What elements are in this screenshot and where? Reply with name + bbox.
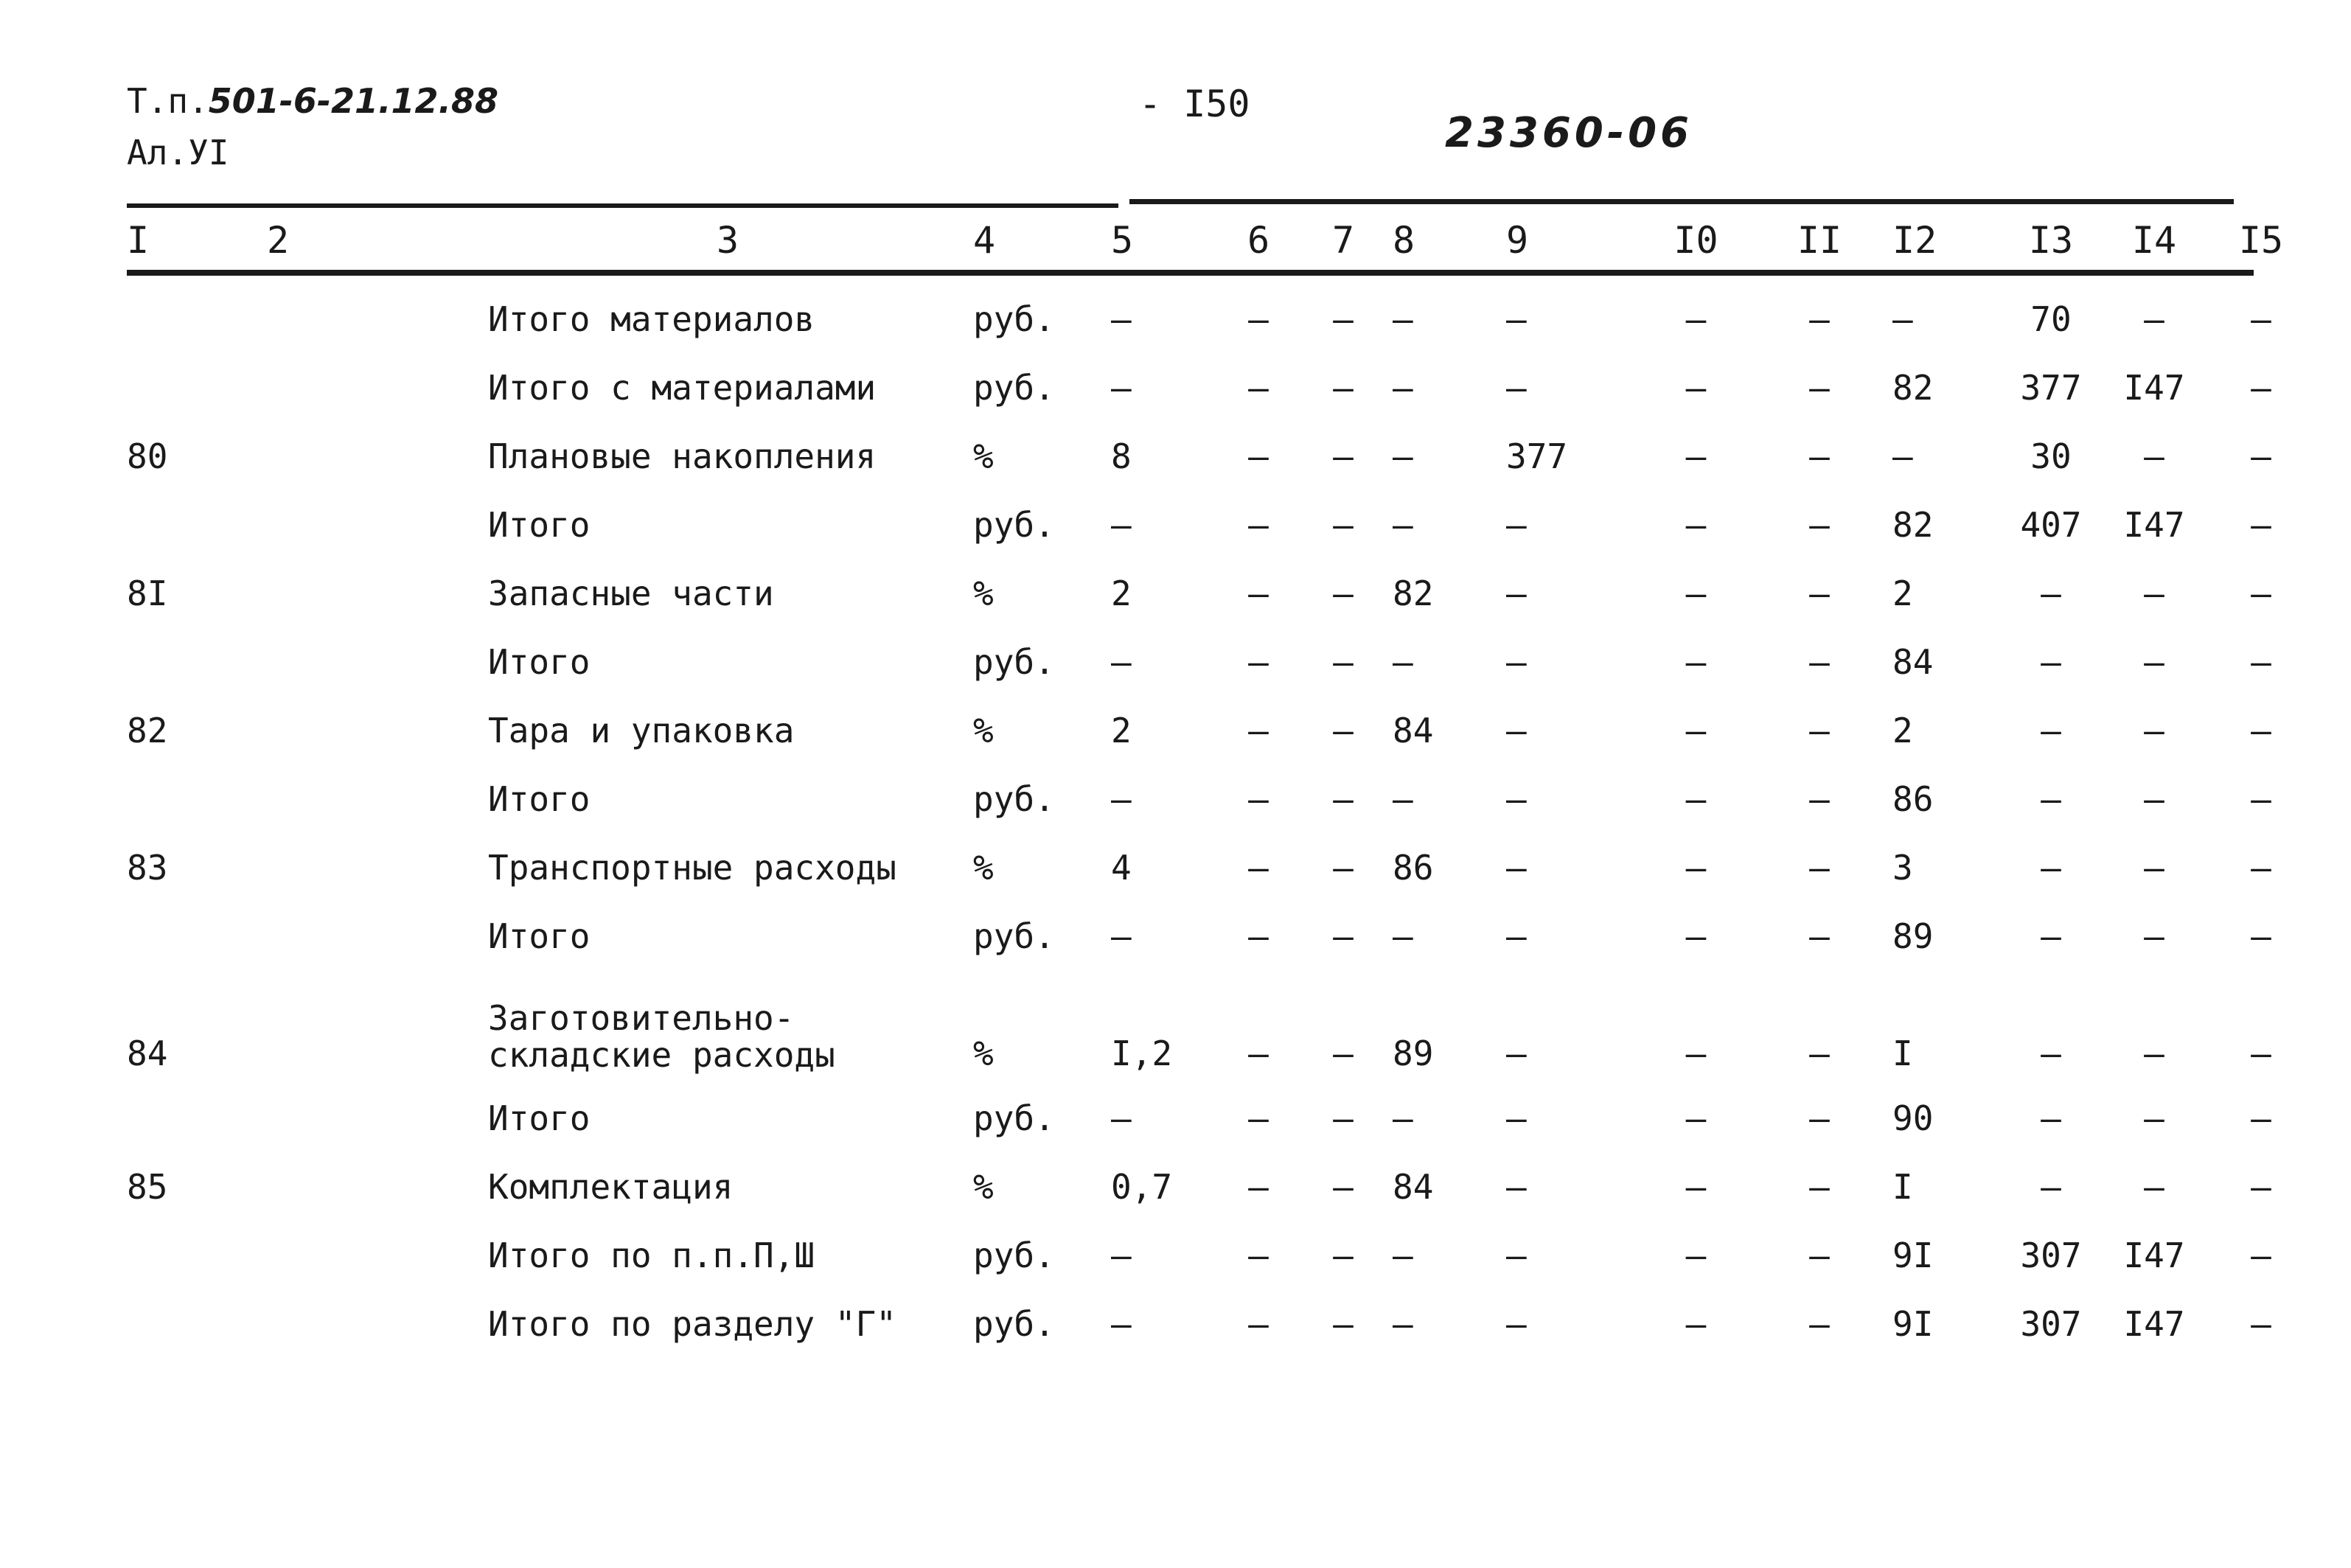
row-value-col-7: – <box>1333 710 1354 750</box>
row-value-col-6: – <box>1248 847 1269 888</box>
row-unit: руб. <box>973 778 1055 819</box>
row-value-col-8: – <box>1393 1235 1413 1275</box>
column-header: II <box>1797 219 1842 262</box>
row-value-col-13: 30 <box>2030 436 2072 476</box>
row-unit: руб. <box>973 1303 1055 1344</box>
row-value-col-10: – <box>1685 504 1707 545</box>
row-value-col-9: – <box>1506 1303 1527 1344</box>
row-code <box>267 285 481 353</box>
row-value-col-6: – <box>1248 778 1269 819</box>
row-value-col-5: I,2 <box>1111 1034 1173 1073</box>
row-value-col-12: 3 <box>1892 847 1913 888</box>
row-code <box>267 627 481 696</box>
row-value-col-5: – <box>1111 641 1132 682</box>
row-value-col-6: – <box>1248 1166 1269 1207</box>
row-value-col-7: – <box>1333 1034 1354 1073</box>
row-value-col-8: – <box>1393 916 1413 956</box>
row-value-col-6: – <box>1248 573 1269 613</box>
row-value-col-9: – <box>1506 641 1527 682</box>
row-value-col-9: – <box>1506 710 1527 750</box>
row-value-col-7: – <box>1333 436 1354 476</box>
table-row <box>118 902 2316 970</box>
row-value-col-11: – <box>1809 1034 1830 1073</box>
row-value-col-14: – <box>2144 1034 2164 1073</box>
row-value-col-13: – <box>2041 573 2061 613</box>
row-code <box>267 1152 481 1221</box>
row-code <box>267 1289 481 1358</box>
table-row <box>118 1084 2316 1152</box>
row-value-col-11: – <box>1809 573 1830 613</box>
row-position <box>118 1221 267 1289</box>
row-value-col-13: – <box>2041 778 2061 819</box>
row-value-col-7: – <box>1333 1166 1354 1207</box>
row-value-col-6: – <box>1248 1235 1269 1275</box>
row-code <box>267 422 481 490</box>
row-value-col-5: 2 <box>1111 573 1132 613</box>
row-value-col-11: – <box>1809 778 1830 819</box>
column-header: 5 <box>1111 219 1134 262</box>
row-value-col-14: I47 <box>2123 1235 2185 1275</box>
row-value-col-6: – <box>1248 710 1269 750</box>
row-value-col-9: – <box>1506 367 1527 408</box>
page-number: - I50 <box>1139 83 1250 125</box>
row-value-col-12: 82 <box>1892 504 1934 545</box>
row-value-col-11: – <box>1809 436 1830 476</box>
row-value-col-5: – <box>1111 1303 1132 1344</box>
row-value-col-14: I47 <box>2123 1303 2185 1344</box>
row-value-col-14: – <box>2144 436 2164 476</box>
row-value-col-15: – <box>2251 778 2271 819</box>
row-unit: руб. <box>973 1098 1055 1138</box>
row-value-col-10: – <box>1685 1098 1707 1138</box>
row-value-col-7: – <box>1333 504 1354 545</box>
row-value-col-10: – <box>1685 436 1707 476</box>
row-value-col-14: – <box>2144 778 2164 819</box>
row-value-col-5: – <box>1111 299 1132 339</box>
row-value-col-5: – <box>1111 1235 1132 1275</box>
column-header: I4 <box>2131 219 2177 262</box>
row-value-col-10: – <box>1685 367 1707 408</box>
row-value-col-12: 84 <box>1892 641 1934 682</box>
row-code <box>267 764 481 833</box>
column-header: 2 <box>267 219 290 262</box>
row-value-col-13: – <box>2041 710 2061 750</box>
row-description: Транспортные расходы <box>488 847 896 888</box>
row-description-line: складские расходы <box>488 1035 835 1075</box>
table-row <box>118 696 2316 764</box>
row-value-col-8: 84 <box>1393 1166 1434 1207</box>
row-value-col-7: – <box>1333 778 1354 819</box>
row-code <box>267 902 481 970</box>
row-description: Итого <box>488 778 591 819</box>
column-header: I3 <box>2028 219 2074 262</box>
row-value-col-10: – <box>1685 641 1707 682</box>
row-code <box>267 833 481 902</box>
row-value-col-9: – <box>1506 916 1527 956</box>
row-value-col-14: – <box>2144 573 2164 613</box>
row-value-col-11: – <box>1809 1235 1830 1275</box>
table-row <box>118 559 2316 627</box>
row-value-col-11: – <box>1809 299 1830 339</box>
row-value-col-10: – <box>1685 710 1707 750</box>
row-description: Итого <box>488 1098 591 1138</box>
row-value-col-7: – <box>1333 641 1354 682</box>
row-value-col-8: – <box>1393 299 1413 339</box>
row-value-col-7: – <box>1333 1098 1354 1138</box>
row-value-col-8: – <box>1393 504 1413 545</box>
row-value-col-8: – <box>1393 641 1413 682</box>
row-position: 82 <box>127 710 168 750</box>
row-value-col-13: – <box>2041 847 2061 888</box>
row-value-col-15: – <box>2251 1098 2271 1138</box>
row-value-col-14: I47 <box>2123 504 2185 545</box>
row-value-col-8: 84 <box>1393 710 1434 750</box>
row-value-col-15: – <box>2251 1303 2271 1344</box>
row-unit: руб. <box>973 641 1055 682</box>
row-value-col-8: 82 <box>1393 573 1434 613</box>
row-value-col-14: – <box>2144 847 2164 888</box>
row-value-col-7: – <box>1333 847 1354 888</box>
row-value-col-6: – <box>1248 1034 1269 1073</box>
row-value-col-5: 2 <box>1111 710 1132 750</box>
row-position: 83 <box>127 847 168 888</box>
row-value-col-14: – <box>2144 1166 2164 1207</box>
column-header: 6 <box>1247 219 1270 262</box>
table-row <box>118 1152 2316 1221</box>
row-value-col-11: – <box>1809 710 1830 750</box>
row-value-col-9: – <box>1506 1235 1527 1275</box>
row-value-col-14: – <box>2144 299 2164 339</box>
row-value-col-13: 307 <box>2020 1235 2082 1275</box>
row-description: Тара и упаковка <box>488 710 795 750</box>
row-value-col-14: I47 <box>2123 367 2185 408</box>
row-value-col-8: 86 <box>1393 847 1434 888</box>
row-unit: руб. <box>973 299 1055 339</box>
row-value-col-11: – <box>1809 847 1830 888</box>
row-value-col-14: – <box>2144 641 2164 682</box>
row-value-col-12: 2 <box>1892 710 1913 750</box>
row-value-col-7: – <box>1333 367 1354 408</box>
row-value-col-13: – <box>2041 1034 2061 1073</box>
row-value-col-12: – <box>1892 436 1913 476</box>
row-value-col-13: 307 <box>2020 1303 2082 1344</box>
row-value-col-8: – <box>1393 778 1413 819</box>
column-header: I5 <box>2238 219 2284 262</box>
column-header-row <box>118 212 2316 268</box>
row-value-col-5: – <box>1111 504 1132 545</box>
row-value-col-7: – <box>1333 916 1354 956</box>
row-value-col-6: – <box>1248 916 1269 956</box>
row-code <box>267 1084 481 1152</box>
document-code-number: 501-6-21.12.88 <box>208 81 498 121</box>
row-value-col-10: – <box>1685 847 1707 888</box>
row-value-col-5: 0,7 <box>1111 1166 1173 1207</box>
row-value-col-9: – <box>1506 504 1527 545</box>
table-row <box>118 422 2316 490</box>
row-unit: руб. <box>973 916 1055 956</box>
row-value-col-10: – <box>1685 1303 1707 1344</box>
row-value-col-6: – <box>1248 641 1269 682</box>
document-code-prefix: Т.п. <box>127 81 209 121</box>
row-unit: % <box>973 1166 994 1207</box>
row-code <box>267 353 481 422</box>
row-description: Плановые накопления <box>488 436 877 476</box>
row-value-col-13: – <box>2041 1166 2061 1207</box>
row-value-col-9: 377 <box>1506 436 1568 476</box>
row-value-col-13: – <box>2041 641 2061 682</box>
row-description: Итого с материалами <box>488 367 877 408</box>
row-code <box>267 696 481 764</box>
row-position <box>118 764 267 833</box>
row-value-col-15: – <box>2251 847 2271 888</box>
row-description: Итого <box>488 641 591 682</box>
row-value-col-12: 82 <box>1892 367 1934 408</box>
row-value-col-10: – <box>1685 1166 1707 1207</box>
column-header: 8 <box>1393 219 1415 262</box>
row-value-col-6: – <box>1248 299 1269 339</box>
column-header: 3 <box>716 219 739 262</box>
row-value-col-6: – <box>1248 504 1269 545</box>
row-position: 80 <box>127 436 168 476</box>
row-value-col-13: 70 <box>2030 299 2072 339</box>
row-value-col-15: – <box>2251 504 2271 545</box>
row-value-col-10: – <box>1685 1034 1707 1073</box>
row-value-col-14: – <box>2144 1098 2164 1138</box>
table-row <box>118 1221 2316 1289</box>
row-value-col-10: – <box>1685 916 1707 956</box>
row-description: Комплектация <box>488 1166 734 1207</box>
row-position: 84 <box>127 1034 168 1073</box>
row-description-line: Заготовительно- <box>488 998 795 1038</box>
column-header: I0 <box>1673 219 1718 262</box>
row-value-col-10: – <box>1685 778 1707 819</box>
row-value-col-6: – <box>1248 1303 1269 1344</box>
estimate-table <box>118 212 2316 1358</box>
row-value-col-11: – <box>1809 1098 1830 1138</box>
document-code <box>127 81 498 121</box>
row-value-col-15: – <box>2251 299 2271 339</box>
row-value-col-5: – <box>1111 367 1132 408</box>
row-value-col-13: 407 <box>2020 504 2082 545</box>
row-position: 85 <box>127 1166 168 1207</box>
row-value-col-12: I <box>1892 1166 1913 1207</box>
row-code <box>267 970 481 1084</box>
row-value-col-10: – <box>1685 573 1707 613</box>
row-value-col-9: – <box>1506 778 1527 819</box>
column-header: 7 <box>1331 219 1355 262</box>
row-description <box>481 970 967 1084</box>
row-unit: руб. <box>973 1235 1055 1275</box>
row-value-col-5: 4 <box>1111 847 1132 888</box>
row-description: Запасные части <box>488 573 774 613</box>
row-code <box>267 1221 481 1289</box>
row-value-col-13: – <box>2041 916 2061 956</box>
row-value-col-6: – <box>1248 1098 1269 1138</box>
row-value-col-10: – <box>1685 1235 1707 1275</box>
row-unit: % <box>973 710 994 750</box>
row-unit: % <box>973 573 994 613</box>
row-value-col-9: – <box>1506 1034 1527 1073</box>
row-value-col-7: – <box>1333 573 1354 613</box>
row-value-col-14: – <box>2144 916 2164 956</box>
row-value-col-8: – <box>1393 1303 1413 1344</box>
row-value-col-9: – <box>1506 847 1527 888</box>
table-row <box>118 285 2316 353</box>
table-row <box>118 353 2316 422</box>
table-row <box>118 833 2316 902</box>
column-header: 9 <box>1506 219 1529 262</box>
row-value-col-15: – <box>2251 1235 2271 1275</box>
column-header: I2 <box>1892 219 1937 262</box>
column-header: I <box>127 219 150 262</box>
row-position <box>118 490 267 559</box>
row-description: Итого материалов <box>488 299 815 339</box>
table-row <box>118 764 2316 833</box>
row-unit: % <box>973 1034 994 1073</box>
row-value-col-5: 8 <box>1111 436 1132 476</box>
table-row <box>118 627 2316 696</box>
row-value-col-11: – <box>1809 1303 1830 1344</box>
row-code <box>267 490 481 559</box>
row-description: Итого по п.п.П,Ш <box>488 1235 815 1275</box>
row-value-col-11: – <box>1809 367 1830 408</box>
row-value-col-15: – <box>2251 641 2271 682</box>
row-value-col-7: – <box>1333 1303 1354 1344</box>
row-position <box>118 285 267 353</box>
row-value-col-12: 9I <box>1892 1303 1934 1344</box>
row-value-col-15: – <box>2251 710 2271 750</box>
row-code <box>267 559 481 627</box>
header-rule-top-right <box>1129 199 2234 204</box>
row-value-col-13: 377 <box>2020 367 2082 408</box>
row-value-col-9: – <box>1506 299 1527 339</box>
row-value-col-13: – <box>2041 1098 2061 1138</box>
row-value-col-5: – <box>1111 916 1132 956</box>
row-unit: % <box>973 847 994 888</box>
row-value-col-11: – <box>1809 504 1830 545</box>
row-unit: % <box>973 436 994 476</box>
row-position <box>118 1289 267 1358</box>
row-value-col-7: – <box>1333 1235 1354 1275</box>
row-value-col-15: – <box>2251 367 2271 408</box>
table-row <box>118 970 2316 1084</box>
row-value-col-5: – <box>1111 778 1132 819</box>
header-rule-top-left <box>127 203 1118 208</box>
row-value-col-11: – <box>1809 1166 1830 1207</box>
row-value-col-15: – <box>2251 1034 2271 1073</box>
row-position <box>118 1084 267 1152</box>
row-value-col-8: – <box>1393 1098 1413 1138</box>
row-value-col-8: – <box>1393 367 1413 408</box>
album-label: Ал.УI <box>127 133 229 173</box>
row-value-col-12: 90 <box>1892 1098 1934 1138</box>
row-position <box>118 353 267 422</box>
row-value-col-12: 86 <box>1892 778 1934 819</box>
row-value-col-5: – <box>1111 1098 1132 1138</box>
row-value-col-11: – <box>1809 916 1830 956</box>
row-value-col-12: – <box>1892 299 1913 339</box>
row-value-col-15: – <box>2251 436 2271 476</box>
table-row <box>118 1289 2316 1358</box>
row-description: Итого <box>488 916 591 956</box>
row-unit: руб. <box>973 367 1055 408</box>
column-header: 4 <box>973 219 996 262</box>
row-value-col-10: – <box>1685 299 1707 339</box>
row-value-col-9: – <box>1506 1166 1527 1207</box>
row-description: Итого <box>488 504 591 545</box>
row-value-col-9: – <box>1506 1098 1527 1138</box>
row-position <box>118 902 267 970</box>
row-value-col-12: I <box>1892 1034 1913 1073</box>
archive-number: 23360-06 <box>1445 109 1693 157</box>
table-row <box>118 490 2316 559</box>
row-value-col-14: – <box>2144 710 2164 750</box>
row-value-col-8: – <box>1393 436 1413 476</box>
row-value-col-12: 9I <box>1892 1235 1934 1275</box>
row-value-col-6: – <box>1248 367 1269 408</box>
row-value-col-12: 2 <box>1892 573 1913 613</box>
row-position <box>118 627 267 696</box>
row-value-col-11: – <box>1809 641 1830 682</box>
row-position: 8I <box>127 573 168 613</box>
row-value-col-8: 89 <box>1393 1034 1434 1073</box>
row-unit: руб. <box>973 504 1055 545</box>
row-value-col-6: – <box>1248 436 1269 476</box>
row-value-col-9: – <box>1506 573 1527 613</box>
row-value-col-12: 89 <box>1892 916 1934 956</box>
row-value-col-15: – <box>2251 573 2271 613</box>
row-description: Итого по разделу "Г" <box>488 1303 896 1344</box>
row-value-col-7: – <box>1333 299 1354 339</box>
row-value-col-15: – <box>2251 916 2271 956</box>
row-value-col-15: – <box>2251 1166 2271 1207</box>
